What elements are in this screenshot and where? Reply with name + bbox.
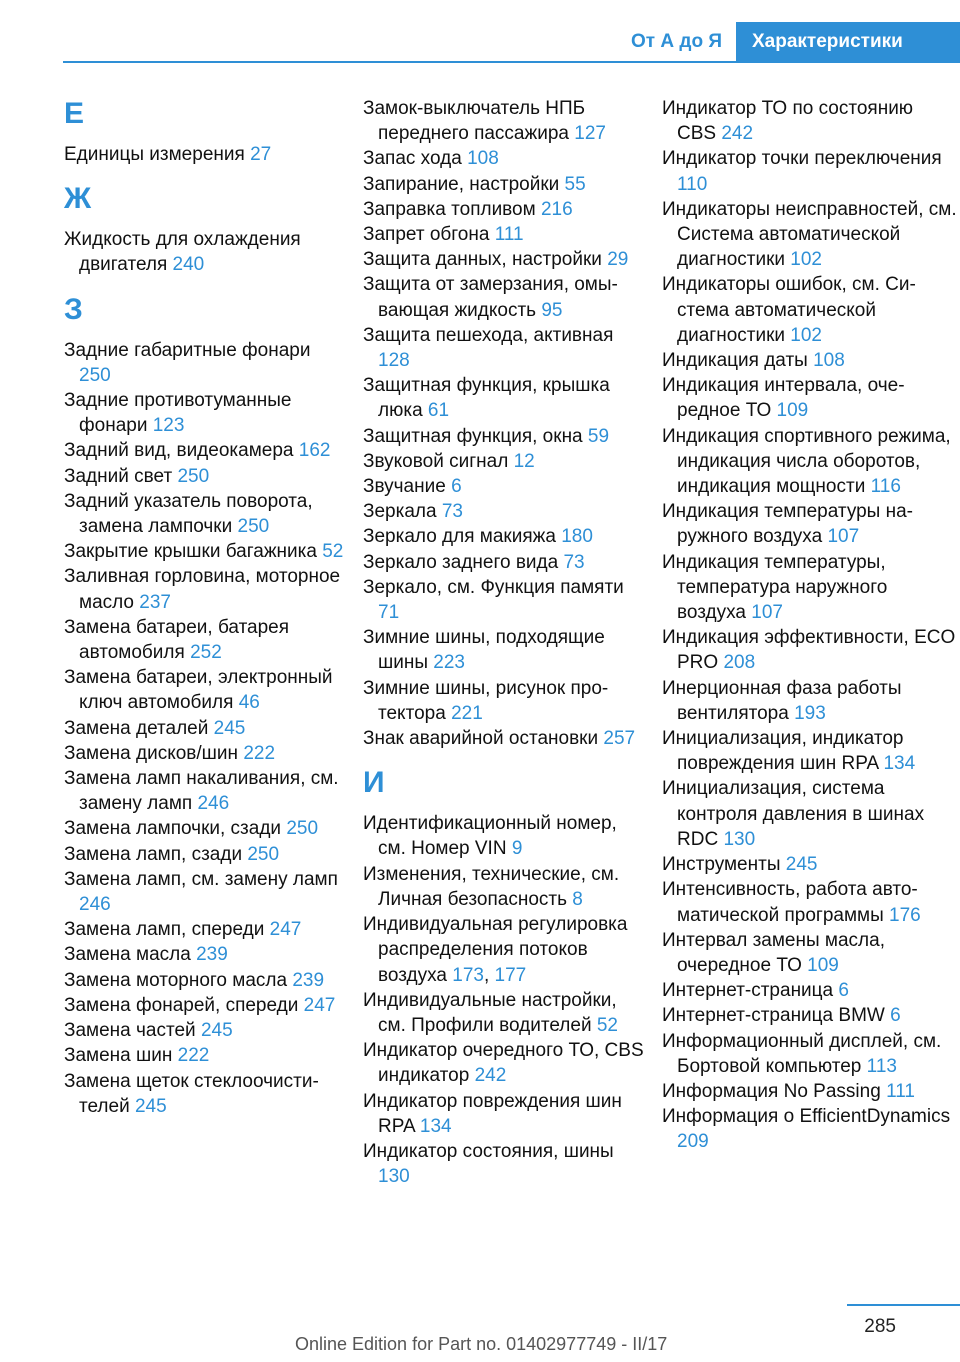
index-entry-text: Инструменты [662, 854, 781, 876]
page-link[interactable]: 130 [378, 1166, 410, 1188]
page-link[interactable]: 127 [574, 123, 606, 145]
index-entry [64, 438, 344, 463]
index-entry [363, 811, 648, 861]
page-link[interactable]: 27 [250, 144, 272, 165]
index-entry [363, 424, 648, 449]
page-number-rule [847, 1304, 960, 1306]
index-entry [662, 146, 957, 196]
page-link[interactable]: 247 [269, 919, 302, 941]
index-entry [64, 539, 344, 564]
page-link[interactable]: 245 [200, 1020, 233, 1042]
index-entry-text: Запас хода [363, 148, 462, 170]
index-entry-text: Индикаторы ошибок, см. Система автоматической диагностики [662, 274, 916, 346]
page-link[interactable]: 109 [807, 954, 839, 976]
page-link[interactable]: 242 [474, 1065, 507, 1087]
index-entry [64, 766, 344, 816]
page-link[interactable]: 221 [451, 702, 483, 724]
header-tabs [0, 22, 960, 62]
index-entry [64, 1069, 344, 1119]
page-link[interactable]: 111 [494, 224, 524, 246]
index-entry [662, 625, 957, 675]
index-letter-heading: З [64, 292, 83, 326]
index-entry [363, 499, 648, 524]
page-link[interactable]: 113 [866, 1055, 897, 1077]
index-entry [363, 172, 648, 197]
page-link[interactable]: 73 [441, 501, 463, 523]
header-rule [63, 61, 960, 63]
page-link[interactable]: 252 [190, 642, 222, 664]
index-entry [363, 323, 648, 373]
page-link[interactable]: 52 [322, 541, 344, 563]
index-entry-text: Идентификационный номер, см. Номер VIN [363, 813, 617, 860]
page-link[interactable]: 134 [419, 1115, 452, 1137]
page-link[interactable]: 111 [886, 1080, 915, 1102]
index-entry-text: Запирание, настройки [363, 173, 560, 195]
page-link[interactable]: 250 [177, 465, 210, 487]
index-entry-text: Индикация интервала, очередное ТО [662, 375, 905, 422]
section-tab-specifications[interactable]: Характеристики [736, 22, 960, 62]
index-entry [64, 741, 344, 766]
index-entry-text: Жидкость для охлаждения двигателя [64, 229, 301, 276]
index-entry-text: Зимние шины, рисунок протектора [363, 677, 609, 724]
page-link[interactable]: 250 [79, 364, 111, 386]
page-link[interactable]: 222 [177, 1045, 210, 1067]
index-entry-text: Защитная функция, окна [363, 425, 583, 447]
page-link[interactable]: 6 [890, 1005, 901, 1027]
page-link[interactable]: 12 [513, 450, 535, 472]
index-entry [662, 348, 957, 373]
index-entry-text: Индикатор ТО по состоянию CBS [662, 98, 914, 145]
index-entry [64, 665, 344, 715]
page-link[interactable]: 107 [751, 602, 783, 624]
page-link[interactable]: 193 [794, 702, 826, 724]
index-entry-text: Защита данных, настройки [363, 249, 602, 271]
index-entry [363, 1038, 648, 1088]
index-entry [363, 625, 648, 675]
index-entry-text: Интернет-страница BMW [662, 1005, 885, 1027]
index-entry-text: Зеркала [363, 501, 437, 523]
index-entry [662, 499, 957, 549]
index-entry-text: Замена лампочки, сзади [64, 818, 282, 840]
index-entry-text: Звуковой сигнал [363, 450, 509, 472]
page-link[interactable]: 71 [378, 602, 400, 624]
page-link[interactable]: 209 [677, 1131, 709, 1153]
index-entry-text: Замена ламп, спереди [64, 919, 265, 941]
page-link[interactable]: 177 [494, 964, 527, 986]
index-entry [64, 1043, 344, 1068]
index-entry [363, 247, 648, 272]
index-entry [662, 1079, 957, 1104]
page-link[interactable]: 108 [467, 148, 499, 170]
index-entry-text: Задние габаритные фонари [64, 339, 311, 361]
section-tab-a-z[interactable]: От А до Я [631, 31, 722, 52]
page-link[interactable]: 237 [139, 591, 171, 613]
page-link[interactable]: 239 [196, 944, 228, 966]
index-entry [64, 227, 344, 277]
index-entry [662, 550, 957, 626]
index-entry [64, 942, 344, 967]
index-entry [662, 1104, 957, 1154]
index-entry [662, 928, 957, 978]
index-entry-text: Замена деталей [64, 717, 209, 739]
index-entry [363, 197, 648, 222]
page-link[interactable]: 102 [790, 324, 822, 346]
page-link[interactable]: 95 [541, 299, 563, 321]
index-entry-text: Инерционная фаза работы вентилятора [662, 677, 902, 724]
index-entry [64, 716, 344, 741]
index-entry [363, 96, 648, 146]
index-entry-text: Замена фонарей, спереди [64, 994, 299, 1016]
index-entry-text: Инициализация, индикатор повреждения шин RPA [662, 728, 904, 775]
index-entry [64, 489, 344, 539]
index-entry-text: Инициализация, система контроля давления в шинах RDC [662, 778, 925, 850]
index-entry [64, 816, 344, 841]
index-entry [363, 222, 648, 247]
page-link[interactable]: 176 [889, 904, 921, 926]
index-entry-text: Защита от замерзания, омывающая жидкость [363, 274, 618, 321]
index-entry-text: Замена батареи, электронный ключ автомобиля [64, 667, 333, 714]
index-entry-text: Изменения, технические, см. Личная безопасность [363, 863, 620, 910]
index-entry-text: Знак аварийной остановки [363, 728, 599, 750]
index-entry [64, 142, 344, 167]
index-entry-text: Индикация температуры наружного воздуха [662, 501, 913, 548]
index-entry [64, 993, 344, 1018]
page-link[interactable]: 240 [172, 254, 205, 276]
page-link[interactable]: 110 [677, 173, 708, 195]
index-entry-text: Интенсивность, работа автоматической программы [662, 879, 918, 926]
index-entry [363, 1139, 648, 1189]
index-entry [662, 197, 957, 273]
index-entry-text: Замена моторного масла [64, 969, 288, 991]
index-entry [64, 867, 344, 917]
index-entry-text: Зеркало заднего вида [363, 551, 559, 573]
page-link[interactable]: 257 [603, 728, 636, 750]
index-entry [363, 449, 648, 474]
index-entry-text: Информационный дисплей, см. Бортовой компьютер [662, 1030, 942, 1077]
index-entry-text: Зеркало, см. Функция памяти [363, 576, 624, 598]
page-link[interactable]: 246 [197, 793, 230, 815]
index-entry-text: Индикатор повреждения шин RPA [363, 1090, 622, 1137]
index-entry-text: Замена ламп, см. замену ламп [64, 868, 338, 890]
index-entry [363, 550, 648, 575]
index-entry-text: Индикация даты [662, 350, 808, 372]
page-link[interactable]: 55 [564, 173, 586, 195]
index-entry-text: Задний свет [64, 465, 173, 487]
index-entry-text: Интернет-страница [662, 980, 834, 1002]
index-entry [64, 338, 344, 388]
index-entry-text: Индикаторы неисправностей, см. Система автоматической диагностики [662, 198, 957, 271]
page-link[interactable]: 6 [451, 476, 462, 498]
index-entry [64, 615, 344, 665]
index-entry [662, 96, 957, 146]
page-link[interactable]: 250 [237, 516, 270, 538]
page-link[interactable]: 107 [827, 526, 860, 548]
index-entry: Индивидуальная регулировка распределения потоков воздуха 173, 177 [363, 914, 628, 986]
index-entry-text: Индикатор очередного ТО, CBS индикатор [363, 1040, 644, 1087]
index-entry-text: Заправка топливом [363, 198, 536, 220]
index-column-3 [662, 96, 957, 1155]
index-entry [662, 424, 957, 500]
index-entry-text: Индикация спортивного режима, индикация числа оборотов, индикация мощности [662, 425, 951, 498]
page-link[interactable]: 8 [572, 888, 583, 910]
page-link[interactable]: 52 [596, 1014, 618, 1036]
index-entry-text: Замена щеток стеклоочистителей [64, 1070, 319, 1117]
index-entry [363, 862, 648, 912]
page-link[interactable]: 239 [292, 969, 325, 991]
index-entry-text: Замена ламп, сзади [64, 843, 243, 865]
index-entry [662, 978, 957, 1003]
index-entry-text: Индикация эффективности, ECO PRO [662, 627, 956, 674]
index-entry-text: Индикация температуры, температура наружного воздуха [662, 551, 888, 624]
page-link[interactable]: 128 [378, 350, 410, 372]
index-letter-heading: Е [64, 97, 85, 130]
index-entry-text: Интервал замены масла, очередное ТО [662, 929, 885, 976]
index-entry [662, 852, 957, 877]
index-entry-text: Индивидуальные настройки, см. Профили водителей [363, 989, 617, 1036]
page-link[interactable]: 246 [79, 894, 111, 916]
index-entry [363, 146, 648, 171]
page-link[interactable]: 102 [790, 249, 822, 271]
page-link[interactable]: 9 [511, 838, 523, 860]
page-link[interactable]: 59 [587, 425, 610, 447]
page-link[interactable]: 180 [561, 526, 593, 548]
index-entry-text: Замена масла [64, 944, 191, 966]
page-link[interactable]: 123 [152, 415, 185, 437]
index-entry-text: Запрет обгона [363, 224, 490, 246]
index-entry [64, 1018, 344, 1043]
page-link[interactable]: 216 [540, 198, 573, 220]
index-entry-text: Замена ламп накаливания, см. замену ламп [64, 768, 339, 815]
page-link[interactable]: 108 [813, 350, 845, 372]
index-entry [662, 272, 957, 348]
index-entry [363, 524, 648, 549]
index-entry [662, 776, 957, 852]
index-entry-text: Зимние шины, подходящие шины [363, 627, 605, 674]
index-entry [64, 917, 344, 942]
page-link[interactable]: 250 [247, 843, 280, 865]
page-link[interactable]: 134 [883, 753, 916, 775]
index-entry-text: Задние противотуманные фонари [64, 390, 292, 437]
page-link[interactable]: 208 [723, 652, 756, 674]
index-entry [64, 388, 344, 438]
index-entry-text: Информация о EfficientDynamics [662, 1106, 951, 1128]
index-entry [64, 464, 344, 489]
index-entry [662, 726, 957, 776]
index-entry-text: Задний вид, видеокамера [64, 440, 294, 462]
index-entry-text: Единицы измерения [64, 144, 245, 165]
page-link[interactable]: 245 [785, 854, 818, 876]
page-link[interactable]: 6 [838, 980, 849, 1002]
index-entry-text: Информация No Passing [662, 1080, 881, 1102]
index-entry-text: Закрытие крышки багажника [64, 541, 317, 563]
index-letter-heading: И [363, 766, 385, 800]
index-entry-text: Замена батареи, батарея автомобиля [64, 616, 290, 664]
index-entry-text: Зеркало для макияжа [363, 526, 556, 548]
index-entry-text: Замок-выключатель НПБ переднего пассажира [363, 98, 586, 145]
index-entry [363, 272, 648, 322]
page-link[interactable]: 247 [303, 994, 336, 1016]
index-entry-text: Замена дисков/шин [64, 742, 239, 764]
page-link[interactable]: 162 [298, 440, 331, 462]
index-entry [363, 1089, 648, 1139]
index-entry-text: Замена шин [64, 1045, 173, 1067]
index-entry-text: Задний указатель поворота, замена лампочки [64, 490, 313, 538]
index-entry-text: Заливная горловина, моторное масло [64, 566, 341, 613]
index-entry [662, 1003, 957, 1028]
index-letter-heading: Ж [64, 182, 92, 216]
index-entry-text: Защита пешехода, активная [363, 324, 614, 346]
index-entry [662, 676, 957, 726]
index-entry [363, 676, 648, 726]
index-entry [363, 988, 648, 1038]
index-entry-text: Звучание [363, 476, 446, 498]
index-entry [662, 373, 957, 423]
page-link[interactable]: 242 [721, 123, 754, 145]
page-link[interactable]: 109 [776, 400, 809, 422]
index-entry [363, 575, 648, 625]
page-link[interactable]: 61 [427, 400, 450, 422]
footer-edition-note: Online Edition for Part no. 01402977749 - II/17 [295, 1334, 668, 1354]
index-column-1 [64, 96, 344, 1119]
page-link[interactable]: 130 [723, 828, 756, 850]
index-entry-text: Индикатор состояния, шины [363, 1140, 614, 1162]
index-column-2 [363, 96, 648, 1189]
index-entry [64, 564, 344, 614]
index-entry-text: Индивидуальная регулировка распределения потоков воздуха [363, 914, 628, 986]
page-link[interactable]: 250 [286, 818, 319, 840]
page-link[interactable]: 73 [563, 551, 585, 573]
index-entry-text: Индикатор точки переключения [662, 148, 942, 170]
page-link[interactable]: 245 [213, 717, 246, 739]
index-entry [64, 842, 344, 867]
page-link[interactable]: 173 [452, 964, 484, 986]
index-entry [363, 474, 648, 499]
page-link[interactable]: 222 [243, 742, 276, 764]
index-entry [363, 373, 648, 423]
page-link[interactable]: 46 [238, 692, 260, 714]
page-link[interactable]: 245 [134, 1095, 167, 1117]
page-link[interactable]: 29 [607, 249, 629, 271]
index-entry [662, 1029, 957, 1079]
page-link[interactable]: 223 [433, 652, 465, 674]
index-entry-text: Замена частей [64, 1020, 196, 1042]
page-link[interactable]: 116 [870, 476, 901, 498]
index-entry-text: Защитная функция, крышка люка [363, 375, 610, 422]
index-entry [363, 726, 648, 751]
index-entry [662, 877, 957, 927]
index-entry [64, 968, 344, 993]
page-number: 285 [864, 1316, 896, 1337]
